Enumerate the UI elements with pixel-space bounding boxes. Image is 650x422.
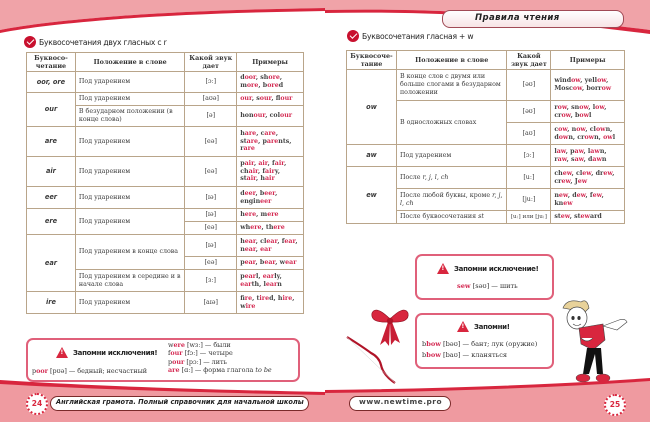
position-cell: Под ударением	[75, 93, 184, 106]
warning-icon	[437, 263, 449, 274]
remember-list	[422, 339, 537, 361]
section-title-text: Буквосочетания двух гласных с r	[39, 37, 167, 47]
header-position: Положение в слове	[396, 51, 506, 70]
examples-cell: stew, steward	[551, 211, 625, 224]
exceptions-list	[168, 341, 272, 374]
warning-icon	[56, 347, 68, 358]
position-cell: В односложных словах	[396, 101, 506, 145]
table-row	[27, 127, 304, 157]
exceptions-box-left	[26, 338, 300, 382]
table-header-row	[27, 53, 304, 72]
examples-cell: honour, colour	[237, 106, 304, 127]
exception-meaning: [ɑː] — форма глагола	[179, 365, 256, 374]
position-cell: В конце слов с двумя или больше слогами в безударном положении	[396, 70, 506, 101]
examples-cell: new, dew, few, knew	[551, 189, 625, 211]
table-row	[27, 235, 304, 257]
boy-bowing-illustration	[557, 298, 629, 388]
examples-cell: deer, beer, engineer	[237, 187, 304, 209]
position-cell: Под ударением	[75, 127, 184, 157]
exception-item	[168, 341, 272, 349]
header-combo: Буквосоче-тание	[347, 51, 397, 70]
exception-word: pour	[168, 357, 185, 366]
vowel-w-table	[346, 50, 625, 224]
sound-cell: [əʊ]	[507, 70, 551, 101]
right-page	[325, 0, 650, 422]
table-row	[27, 72, 304, 93]
header-sound: Какой звук дает	[507, 51, 551, 70]
exceptions-title: Запомни исключения!	[73, 348, 158, 357]
table-row	[27, 209, 304, 222]
sound-cell: [eə]	[185, 257, 237, 270]
page-number-right: 25	[604, 394, 626, 416]
header-tab-title: Правила чтения	[475, 13, 560, 23]
sound-cell: [juː]	[507, 189, 551, 211]
sound-cell: [ɜː]	[185, 270, 237, 292]
combo-cell: ow	[347, 70, 397, 145]
vowel-r-table	[26, 52, 304, 314]
exception-box-right	[415, 254, 554, 300]
exception-item	[168, 349, 272, 357]
remember-item	[422, 350, 537, 361]
remember-item	[422, 339, 537, 350]
exception-meaning: [wɜː] — были	[184, 341, 231, 349]
combo-cell: ire	[27, 292, 76, 314]
exception-item	[32, 367, 147, 375]
word-highlight: bow	[426, 340, 441, 348]
position-cell: Под ударением	[75, 209, 184, 235]
sound-cell: [ɪə]	[185, 209, 237, 222]
exception-word: poor	[32, 367, 48, 375]
examples-cell: fire, tired, hire, wire	[237, 292, 304, 314]
sound-cell: [aʊ]	[507, 123, 551, 145]
header-examples: Примеры	[237, 53, 304, 72]
position-cell: Под ударением в середине и в начале слова	[75, 270, 184, 292]
sound-cell: [uː] или [juː]	[507, 211, 551, 224]
exception-item	[168, 358, 272, 366]
book-title: Английская грамота. Полный справочник для начальной школы	[56, 398, 304, 406]
exception-item	[457, 282, 518, 290]
remember-word: bbow	[422, 351, 441, 359]
position-cell: Под ударением	[75, 157, 184, 187]
sound-cell: [ɪə]	[185, 187, 237, 209]
table-row	[27, 157, 304, 187]
header-wave-left	[0, 0, 325, 36]
table-header-row	[347, 51, 625, 70]
combo-cell: ere	[27, 209, 76, 235]
sound-cell: [aɪə]	[185, 292, 237, 314]
remember-meaning: [bəʊ] — бант; лук (оружие)	[440, 340, 538, 348]
examples-cell: cow, now, clown, down, crown, owl	[551, 123, 625, 145]
table-row	[27, 292, 304, 314]
examples-cell: law, paw, lawn, raw, saw, dawn	[551, 145, 625, 167]
section-title-right	[347, 30, 473, 42]
position-cell: В безударном положении (в конце слова)	[75, 106, 184, 127]
combo-cell: air	[27, 157, 76, 187]
position-cell: После буквосочетания st	[396, 211, 506, 224]
examples-cell: where, there	[237, 222, 304, 235]
position-cell: Под ударением в конце слова	[75, 235, 184, 270]
combo-cell: eer	[27, 187, 76, 209]
position-cell: Под ударением	[396, 145, 506, 167]
exception-meaning: [fɔː] — четыре	[182, 349, 233, 358]
sound-cell: [eə]	[185, 127, 237, 157]
section-title-left	[24, 36, 167, 48]
exception-word: sew	[457, 282, 471, 290]
examples-cell: row, snow, low, crow, bowl	[551, 101, 625, 123]
remember-title: Запомни!	[474, 322, 510, 331]
position-cell: После r, j, l, ch	[396, 167, 506, 189]
combo-cell: oor, ore	[27, 72, 76, 93]
header-sound: Какой звук дает	[185, 53, 237, 72]
examples-cell: pair, air, fair, chair, fairy, stair, hair	[237, 157, 304, 187]
combo-cell: our	[27, 93, 76, 127]
examples-cell: hare, care, stare, parents, rare	[237, 127, 304, 157]
sound-cell: [əʊ]	[507, 101, 551, 123]
remember-word: bbow	[422, 340, 441, 348]
examples-cell: hear, clear, fear, near, ear	[237, 235, 304, 257]
position-cell: Под ударением	[75, 292, 184, 314]
exception-word: are	[168, 365, 180, 374]
exception-item	[168, 366, 272, 374]
checkmark-icon	[347, 30, 359, 42]
exception-word: four	[168, 349, 183, 358]
table-row	[27, 187, 304, 209]
table-row	[347, 145, 625, 167]
remember-meaning: [baʊ] — кланяться	[440, 351, 508, 359]
sound-cell: [ɪə]	[185, 235, 237, 257]
sound-cell: [ɔː]	[507, 145, 551, 167]
sound-cell: [eə]	[185, 222, 237, 235]
combo-cell: ew	[347, 167, 397, 224]
position-cell: Под ударением	[75, 72, 184, 93]
sound-cell: [ə]	[185, 106, 237, 127]
examples-cell: pearl, early, earth, learn	[237, 270, 304, 292]
position-cell: Под ударением	[75, 187, 184, 209]
section-title-text: Буквосочетания гласная + w	[362, 31, 474, 41]
sound-cell: [eə]	[185, 157, 237, 187]
header-position: Положение в слове	[75, 53, 184, 72]
table-row	[347, 70, 625, 101]
exception-meaning: [səʊ] — шить	[470, 282, 518, 290]
website-link[interactable]: www.newtime.pro	[359, 397, 443, 406]
sound-cell: [aʊə]	[185, 93, 237, 106]
exception-word: were	[168, 341, 185, 349]
examples-cell: here, mere	[237, 209, 304, 222]
checkmark-icon	[24, 36, 36, 48]
position-cell: После любой буквы, кроме r, j, l, ch	[396, 189, 506, 211]
examples-cell: pear, bear, wear	[237, 257, 304, 270]
combo-cell: are	[27, 127, 76, 157]
warning-icon	[457, 321, 469, 332]
examples-cell: door, shore, more, bored	[237, 72, 304, 93]
table-row	[347, 167, 625, 189]
table-row	[27, 93, 304, 106]
exception-italic: to be	[255, 365, 272, 374]
combo-cell: ear	[27, 235, 76, 292]
examples-cell: chew, clew, drew, crew, Jew	[551, 167, 625, 189]
page-number-left: 24	[26, 393, 48, 415]
examples-cell: window, yellow, Moscow, borrow	[551, 70, 625, 101]
word-highlight: bow	[426, 351, 441, 359]
exception-title: Запомни исключение!	[454, 264, 539, 273]
combo-cell: aw	[347, 145, 397, 167]
header-combo: Буквосо-четание	[27, 53, 76, 72]
exception-meaning: [pʊə] — бедный; несчастный	[48, 367, 148, 375]
header-examples: Примеры	[551, 51, 625, 70]
exception-meaning: [pɔː] — лить	[184, 357, 228, 366]
sound-cell: [uː]	[507, 167, 551, 189]
examples-cell: our, sour, flour	[237, 93, 304, 106]
sound-cell: [ɔː]	[185, 72, 237, 93]
remember-box	[415, 313, 554, 369]
